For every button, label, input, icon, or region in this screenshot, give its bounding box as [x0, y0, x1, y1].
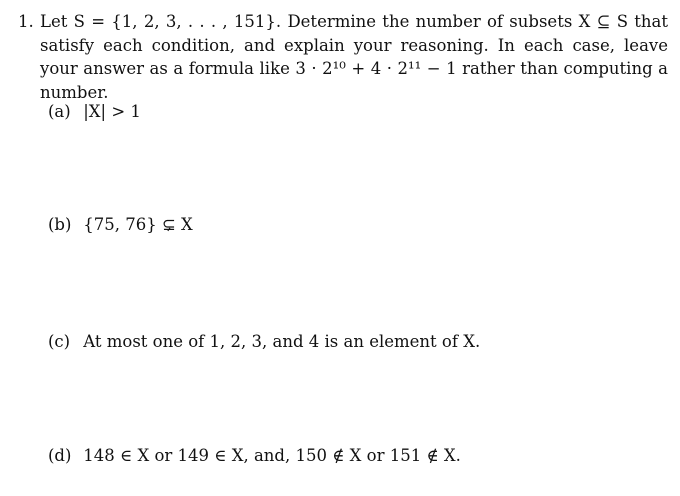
- problem-number: 1.: [18, 12, 34, 31]
- part-text: At most one of 1, 2, 3, and 4 is an element of X.: [83, 332, 481, 351]
- part-a: [48, 100, 141, 124]
- part-label: (b): [48, 215, 72, 234]
- part-label: (d): [48, 446, 72, 465]
- problem-statement: [18, 10, 668, 104]
- part-b: [48, 213, 193, 237]
- part-c: [48, 330, 480, 354]
- part-text: {75, 76} ⊊ X: [83, 215, 193, 234]
- part-d: [48, 444, 461, 468]
- part-label: (c): [48, 332, 71, 351]
- problem-header: [18, 10, 668, 104]
- part-text: 148 ∈ X or 149 ∈ X, and, 150 ∉ X or 151 ∉ X.: [83, 446, 461, 465]
- problem-text: Let S = {1, 2, 3, . . . , 151}. Determine the number of subsets X ⊆ S that satisfy each condition, and explain your reasoning. In each case, leave your answer as a formula like 3 · 2¹⁰ + 4 · 2¹¹ − 1 rather than computing a number.: [40, 12, 668, 102]
- part-text: |X| > 1: [83, 102, 141, 121]
- part-label: (a): [48, 102, 71, 121]
